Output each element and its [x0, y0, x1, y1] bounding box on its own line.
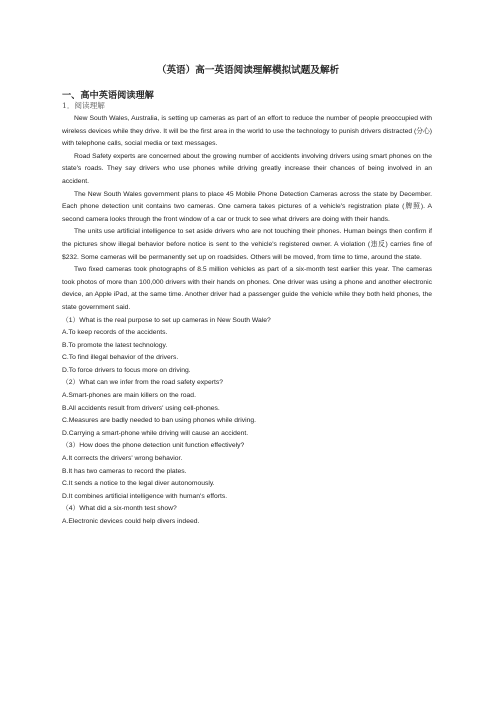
- answer-option: A.Electronic devices could help divers indeed.: [62, 518, 200, 525]
- answer-option: C.It sends a notice to the legal diver autonomously.: [62, 480, 215, 488]
- answer-option: D.To force drivers to focus more on driving.: [62, 366, 191, 374]
- question-stem: （2）What can we infer from the road safety experts?: [62, 379, 223, 387]
- answer-option: D.It combines artificial intelligence with human's efforts.: [62, 492, 228, 500]
- answer-option: A.To keep records of the accidents.: [62, 329, 168, 337]
- answer-option: C.To find illegal behavior of the drivers.: [62, 354, 179, 362]
- passage-and-questions: [62, 113, 432, 529]
- answer-option: D.Carrying a smart-phone while driving will cause an accident.: [62, 429, 249, 437]
- question-stem: （4）What did a six-month test show?: [62, 505, 177, 513]
- answer-option: A.Smart-phones are main killers on the road.: [62, 392, 196, 400]
- answer-option: B.To promote the latest technology.: [62, 341, 168, 349]
- answer-option: C.Measures are badly needed to ban using phones while driving.: [62, 417, 256, 425]
- answer-option: B.All accidents result from drivers' using cell-phones.: [62, 404, 220, 412]
- item-heading: 1．阅读理解: [62, 101, 105, 110]
- page-title: （英语）高一英语阅读理解模拟试题及解析: [156, 65, 340, 76]
- paragraph: The New South Wales government plans to place 45 Mobile Phone Detection Cameras across the state by December. Each phone detection unit contains two cameras. One camera takes pictures of a vehicle's registration plate (牌照). A second camera looks through the front window of a car or truck to see what drivers are doing with their hands.: [62, 190, 432, 223]
- paragraph: The units use artificial intelligence to set aside drivers who are not touching their phones. Human beings then confirm if the pictures show illegal behavior before notice is sent to the vehicle's registered owner. A violation (违反) carries fine of $232. Some cameras will be permanently set up on roadsides. Others will be moved, from time to time, around the state.: [62, 228, 432, 261]
- answer-option: B.It has two cameras to record the plates.: [62, 467, 187, 475]
- paragraph: New South Wales, Australia, is setting up cameras as part of an effort to reduce the number of people preoccupied with wireless devices while they drive. It will be the first area in the world to use the technology to punish drivers distracted (分心) with telephone calls, social media or text messages.: [62, 115, 432, 148]
- question-stem: （3）How does the phone detection unit function effectively?: [62, 442, 245, 450]
- question-stem: （1）What is the real purpose to set up cameras in New South Wale?: [62, 316, 271, 324]
- paragraph: Road Safety experts are concerned about the growing number of accidents involving drivers using smart phones on the state's roads. They say drivers who use phones while driving greatly increase their chances of being involved in an accident.: [62, 152, 432, 185]
- section-heading: 一、高中英语阅读理解: [62, 90, 154, 101]
- paragraph: Two fixed cameras took photographs of 8.5 million vehicles as part of a six-month test earlier this year. The cameras took photos of more than 100,000 drivers with their hands on phones. One driver was using a phone and another electronic device, an Apple iPad, at the same time. Another driver had a passenger guide the vehicle while they both held phones, the state government said.: [62, 266, 432, 311]
- answer-option: A.It corrects the drivers' wrong behavior.: [62, 455, 183, 463]
